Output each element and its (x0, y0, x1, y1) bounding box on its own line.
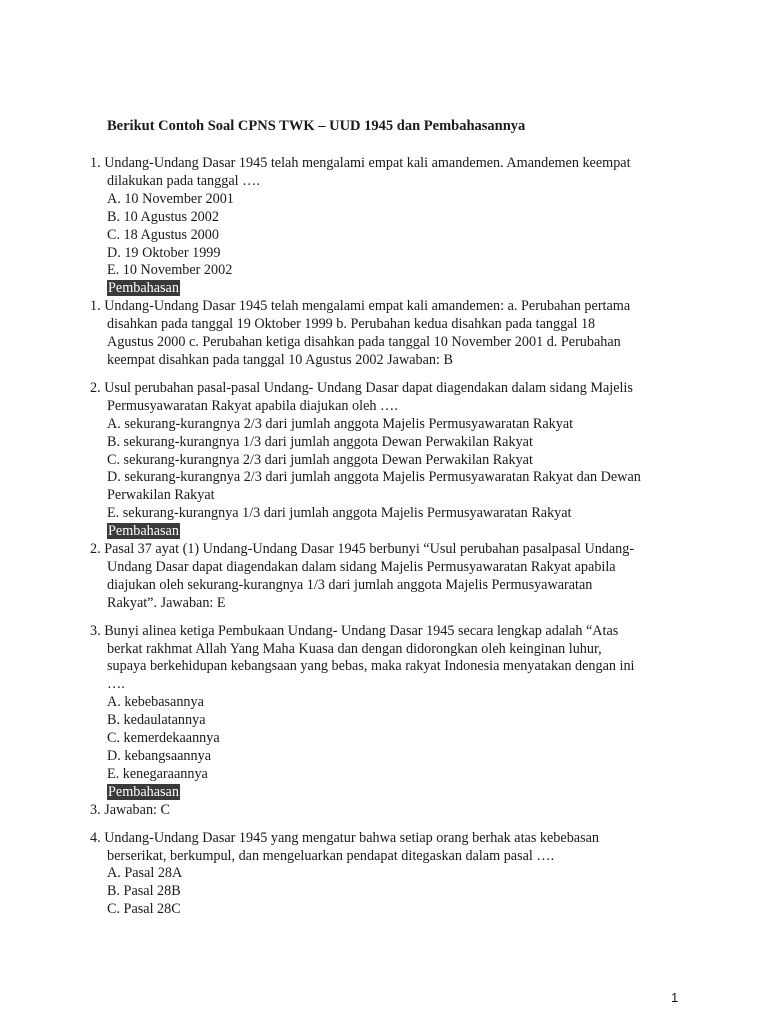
option-b: B. 10 Agustus 2002 (107, 208, 219, 225)
answer-text: 2. Pasal 37 ayat (1) Undang-Undang Dasar 1945 berbunyi “Usul perubahan pasalpasal Undang- (90, 541, 635, 558)
page-number: 1 (671, 990, 679, 1005)
pembahasan-label: Pembahasan (108, 280, 179, 297)
answer-text-cont: Undang Dasar dapat diagendakan dalam sidang Majelis Permusyawaratan Rakyat apabila (107, 558, 616, 575)
question-text: 3. Bunyi alinea ketiga Pembukaan Undang- Undang Dasar 1945 secara lengkap adalah “Atas (90, 622, 619, 639)
option-c: C. 18 Agustus 2000 (107, 226, 219, 243)
option-a: A. sekurang-kurangnya 2/3 dari jumlah anggota Majelis Permusyawaratan Rakyat (107, 415, 574, 432)
option-e: E. 10 November 2002 (107, 262, 233, 279)
question-list (90, 155, 690, 919)
option-c: C. kemerdekaannya (107, 730, 220, 747)
option-c: C. Pasal 28C (107, 901, 181, 918)
option-e: E. sekurang-kurangnya 1/3 dari jumlah anggota Majelis Permusyawaratan Rakyat (107, 505, 572, 522)
question-text-cont: …. (107, 676, 125, 693)
question-4 (90, 830, 690, 920)
question-3 (90, 623, 690, 820)
option-a: A. 10 November 2001 (107, 190, 234, 207)
option-e: E. kenegaraannya (107, 765, 208, 782)
question-text: 2. Usul perubahan pasal-pasal Undang- Undang Dasar dapat diagendakan dalam sidang Majelis (90, 379, 633, 396)
answer-text: 3. Jawaban: C (90, 801, 170, 818)
answer-text-cont: disahkan pada tanggal 19 Oktober 1999 b. Perubahan kedua disahkan pada tanggal 18 (107, 316, 596, 333)
pembahasan-label: Pembahasan (108, 523, 179, 540)
question-2 (90, 380, 690, 613)
question-text: 4. Undang-Undang Dasar 1945 yang mengatur bahwa setiap orang berhak atas kebebasan (90, 829, 599, 846)
answer-text-cont: diajukan oleh sekurang-kurangnya 1/3 dari jumlah anggota Majelis Permusyawaratan (107, 576, 593, 593)
document-title: Berikut Contoh Soal CPNS TWK – UUD 1945 dan Pembahasannya (107, 118, 526, 134)
answer-text-cont: Rakyat”. Jawaban: E (107, 594, 226, 611)
option-d: D. 19 Oktober 1999 (107, 244, 221, 261)
question-text: 1. Undang-Undang Dasar 1945 telah mengalami empat kali amandemen. Amandemen keempat (90, 155, 631, 171)
option-d: D. sekurang-kurangnya 2/3 dari jumlah anggota Majelis Permusyawaratan Rakyat dan Dewan (107, 469, 641, 486)
question-text-cont: berserikat, berkumpul, dan mengeluarkan pendapat ditegaskan dalam pasal …. (107, 847, 555, 864)
option-b: B. sekurang-kurangnya 1/3 dari jumlah anggota Dewan Perwakilan Rakyat (107, 433, 533, 450)
option-d: D. kebangsaannya (107, 748, 212, 764)
answer-text-cont: keempat disahkan pada tanggal 10 Agustus 2002 Jawaban: B (107, 351, 453, 368)
option-b: B. kedaulatannya (107, 712, 206, 729)
answer-text: 1. Undang-Undang Dasar 1945 telah mengalami empat kali amandemen: a. Perubahan pertama (90, 298, 631, 315)
option-a: A. Pasal 28A (107, 865, 183, 882)
question-text-cont: berkat rakhmat Allah Yang Maha Kuasa dan dengan didorongkan oleh keinginan luhur, (107, 640, 602, 657)
pembahasan-label: Pembahasan (108, 783, 179, 800)
question-text-cont: dilakukan pada tanggal …. (107, 172, 260, 189)
question-1 (90, 155, 690, 370)
option-c: C. sekurang-kurangnya 2/3 dari jumlah anggota Dewan Perwakilan Rakyat (107, 451, 533, 468)
question-text-cont: Permusyawaratan Rakyat apabila diajukan oleh …. (107, 397, 398, 414)
answer-text-cont: Agustus 2000 c. Perubahan ketiga disahkan pada tanggal 10 November 2001 d. Perubahan (107, 334, 621, 351)
option-b: B. Pasal 28B (107, 883, 181, 900)
question-text-cont: supaya berkehidupan kebangsaan yang bebas, maka rakyat Indonesia menyatakan dengan ini (107, 658, 635, 675)
option-a: A. kebebasannya (107, 694, 204, 711)
option-d-cont: Perwakilan Rakyat (107, 487, 215, 504)
